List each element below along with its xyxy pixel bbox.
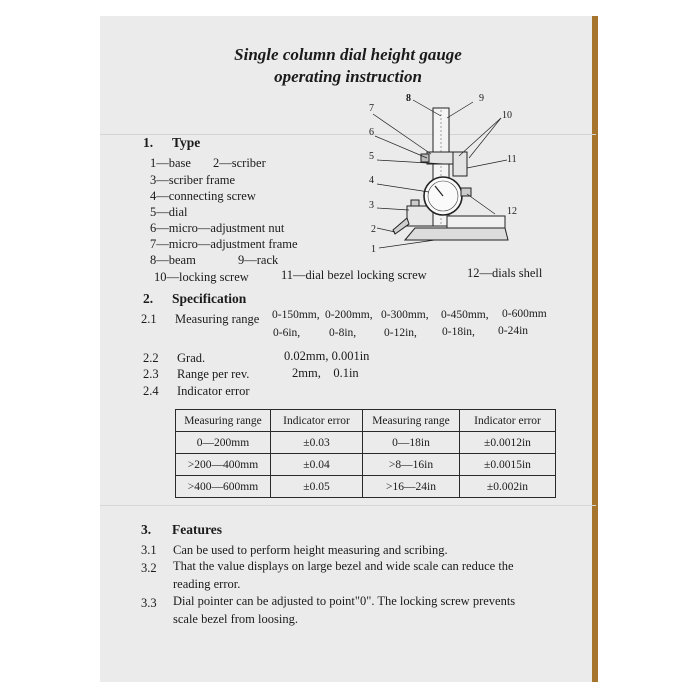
paper-fold-line-lower	[100, 505, 596, 506]
section-3-heading: Features	[172, 522, 222, 537]
feature-number: 3.2	[141, 561, 157, 575]
range-inch: 0-8in,	[329, 327, 357, 339]
range-mm: 0-450mm,	[441, 309, 489, 321]
board-edge	[592, 16, 598, 682]
document-title-line2: operating instruction	[274, 67, 422, 86]
feature-text: reading error.	[173, 577, 241, 591]
height-gauge-diagram	[355, 88, 555, 253]
table-cell: >200—400mm	[176, 454, 271, 476]
section-2-number: 2.	[143, 291, 154, 306]
table-cell: ±0.0015in	[460, 454, 556, 476]
spec-item-label: Grad.	[177, 351, 206, 365]
spec-item-number: 2.3	[143, 367, 159, 381]
table-header-cell: Indicator error	[460, 410, 556, 432]
range-inch: 0-18in,	[442, 326, 475, 338]
document-title-line1: Single column dial height gauge	[234, 45, 462, 64]
part-item: 4—connecting screw	[150, 189, 256, 203]
table-cell: >400—600mm	[176, 476, 271, 498]
range-mm: 0-300mm,	[381, 309, 429, 321]
range-inch: 0-6in,	[273, 327, 301, 339]
spec-item-label: Range per rev.	[177, 367, 250, 381]
range-mm: 0-600mm	[502, 308, 547, 320]
table-cell: ±0.03	[271, 432, 363, 454]
part-item: 1—base	[150, 156, 191, 170]
part-item: 11—dial bezel locking screw	[281, 268, 427, 282]
diagram-label: 7	[369, 103, 374, 114]
spec-item-label: Measuring range	[175, 312, 260, 326]
diagram-label: 5	[369, 151, 374, 162]
diagram-label: 6	[369, 127, 374, 138]
spec-item-number: 2.4	[143, 384, 159, 398]
table-header-cell: Measuring range	[176, 410, 271, 432]
section-3-number: 3.	[141, 522, 152, 537]
table-header-cell: Measuring range	[363, 410, 460, 432]
diagram-label: 3	[369, 200, 374, 211]
feature-number: 3.3	[141, 596, 157, 610]
table-cell: 0—200mm	[176, 432, 271, 454]
spec-item-value: 2mm, 0.1in	[292, 366, 359, 380]
table-row	[176, 476, 556, 498]
diagram-label: 1	[371, 244, 376, 255]
feature-text: Can be used to perform height measuring and scribing.	[173, 543, 448, 557]
spec-item-value: 0.02mm, 0.001in	[284, 349, 370, 363]
table-header-row	[176, 410, 556, 432]
part-item: 8—beam	[150, 253, 196, 267]
diagram-label: 12	[507, 206, 517, 217]
section-2-heading: Specification	[172, 291, 247, 306]
part-item: 6—micro—adjustment nut	[150, 221, 285, 235]
section-1-heading: Type	[172, 135, 201, 150]
section-1-number: 1.	[143, 135, 154, 150]
table-cell: >16—24in	[363, 476, 460, 498]
feature-text: That the value displays on large bezel and wide scale can reduce the	[173, 559, 514, 573]
part-item: 12—dials shell	[467, 266, 543, 280]
range-mm: 0-200mm,	[325, 309, 373, 321]
table-row	[176, 454, 556, 476]
diagram-label: 10	[502, 110, 512, 121]
part-item: 7—micro—adjustment frame	[150, 237, 298, 251]
feature-text: scale bezel from loosing.	[173, 612, 298, 626]
table-cell: 0—18in	[363, 432, 460, 454]
table-cell: ±0.002in	[460, 476, 556, 498]
part-item: 2—scriber	[213, 156, 266, 170]
part-item: 5—dial	[150, 205, 188, 219]
diagram-label: 4	[369, 175, 374, 186]
spec-item-number: 2.1	[141, 312, 157, 326]
diagram-label: 11	[507, 154, 517, 165]
range-inch: 0-12in,	[384, 327, 417, 339]
spec-item-label: Indicator error	[177, 384, 250, 398]
table-header-cell: Indicator error	[271, 410, 363, 432]
feature-number: 3.1	[141, 543, 157, 557]
diagram-label: 8	[406, 93, 411, 104]
range-mm: 0-150mm,	[272, 309, 320, 321]
table-cell: ±0.05	[271, 476, 363, 498]
table-row	[176, 432, 556, 454]
diagram-label: 9	[479, 93, 484, 104]
table-cell: ±0.04	[271, 454, 363, 476]
indicator-error-table	[175, 409, 556, 498]
spec-item-number: 2.2	[143, 351, 159, 365]
table-cell: >8—16in	[363, 454, 460, 476]
table-cell: ±0.0012in	[460, 432, 556, 454]
part-item: 9—rack	[238, 253, 279, 267]
feature-text: Dial pointer can be adjusted to point"0". The locking screw prevents	[173, 594, 516, 608]
part-item: 10—locking screw	[154, 270, 249, 284]
diagram-label: 2	[371, 224, 376, 235]
range-inch: 0-24in	[498, 325, 529, 337]
part-item: 3—scriber frame	[150, 173, 236, 187]
